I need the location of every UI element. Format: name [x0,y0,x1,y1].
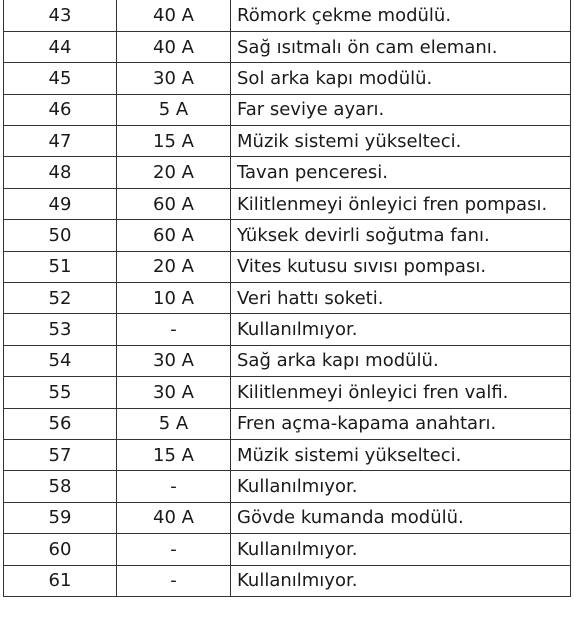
fuse-description-cell: Sağ ısıtmalı ön cam elemanı. [231,31,571,62]
fuse-amperage-cell: 60 A [117,188,231,219]
table-row [4,502,571,533]
fuse-description-cell: Kullanılmıyor. [231,565,571,596]
fuse-number-cell: 59 [4,502,117,533]
fuse-number-cell: 57 [4,439,117,470]
fuse-number-cell: 60 [4,534,117,565]
fuse-amperage-cell: - [117,471,231,502]
fuse-amperage-cell: 60 A [117,220,231,251]
fuse-amperage-cell: 20 A [117,157,231,188]
table-row [4,345,571,376]
fuse-description-cell: Sol arka kapı modülü. [231,63,571,94]
fuse-amperage-cell: 5 A [117,408,231,439]
table-row [4,157,571,188]
fuse-amperage-cell: 40 A [117,31,231,62]
fuse-description-cell: Yüksek devirli soğutma fanı. [231,220,571,251]
fuse-amperage-cell: 20 A [117,251,231,282]
fuse-amperage-cell: 15 A [117,126,231,157]
table-row [4,251,571,282]
fuse-amperage-cell: 30 A [117,345,231,376]
table-row [4,0,571,31]
fuse-number-cell: 47 [4,126,117,157]
fuse-number-cell: 44 [4,31,117,62]
fuse-number-cell: 45 [4,63,117,94]
fuse-amperage-cell: 10 A [117,283,231,314]
fuse-amperage-cell: - [117,565,231,596]
fuse-number-cell: 52 [4,283,117,314]
table-row [4,314,571,345]
fuse-table [3,0,571,597]
fuse-description-cell: Fren açma-kapama anahtarı. [231,408,571,439]
fuse-amperage-cell: 40 A [117,0,231,31]
fuse-amperage-cell: 40 A [117,502,231,533]
table-row [4,377,571,408]
fuse-number-cell: 49 [4,188,117,219]
fuse-description-cell: Gövde kumanda modülü. [231,502,571,533]
fuse-number-cell: 54 [4,345,117,376]
table-row [4,63,571,94]
fuse-number-cell: 51 [4,251,117,282]
fuse-description-cell: Vites kutusu sıvısı pompası. [231,251,571,282]
table-row [4,408,571,439]
table-row [4,471,571,502]
fuse-amperage-cell: 30 A [117,63,231,94]
fuse-amperage-cell: 30 A [117,377,231,408]
table-row [4,31,571,62]
fuse-amperage-cell: - [117,314,231,345]
fuse-number-cell: 48 [4,157,117,188]
fuse-amperage-cell: 15 A [117,439,231,470]
fuse-description-cell: Veri hattı soketi. [231,283,571,314]
fuse-number-cell: 53 [4,314,117,345]
table-row [4,126,571,157]
fuse-description-cell: Römork çekme modülü. [231,0,571,31]
fuse-number-cell: 61 [4,565,117,596]
fuse-number-cell: 43 [4,0,117,31]
fuse-description-cell: Müzik sistemi yükselteci. [231,439,571,470]
fuse-number-cell: 46 [4,94,117,125]
table-row [4,188,571,219]
fuse-description-cell: Kullanılmıyor. [231,314,571,345]
fuse-description-cell: Müzik sistemi yükselteci. [231,126,571,157]
table-row [4,94,571,125]
table-row [4,283,571,314]
fuse-number-cell: 55 [4,377,117,408]
fuse-description-cell: Kullanılmıyor. [231,471,571,502]
fuse-number-cell: 58 [4,471,117,502]
fuse-description-cell: Kilitlenmeyi önleyici fren valfi. [231,377,571,408]
table-row [4,534,571,565]
fuse-number-cell: 50 [4,220,117,251]
fuse-description-cell: Tavan penceresi. [231,157,571,188]
fuse-description-cell: Kilitlenmeyi önleyici fren pompası. [231,188,571,219]
fuse-amperage-cell: - [117,534,231,565]
fuse-number-cell: 56 [4,408,117,439]
fuse-amperage-cell: 5 A [117,94,231,125]
fuse-table-body [4,0,571,596]
fuse-description-cell: Sağ arka kapı modülü. [231,345,571,376]
table-row [4,565,571,596]
fuse-description-cell: Kullanılmıyor. [231,534,571,565]
table-row [4,439,571,470]
table-row [4,220,571,251]
fuse-description-cell: Far seviye ayarı. [231,94,571,125]
